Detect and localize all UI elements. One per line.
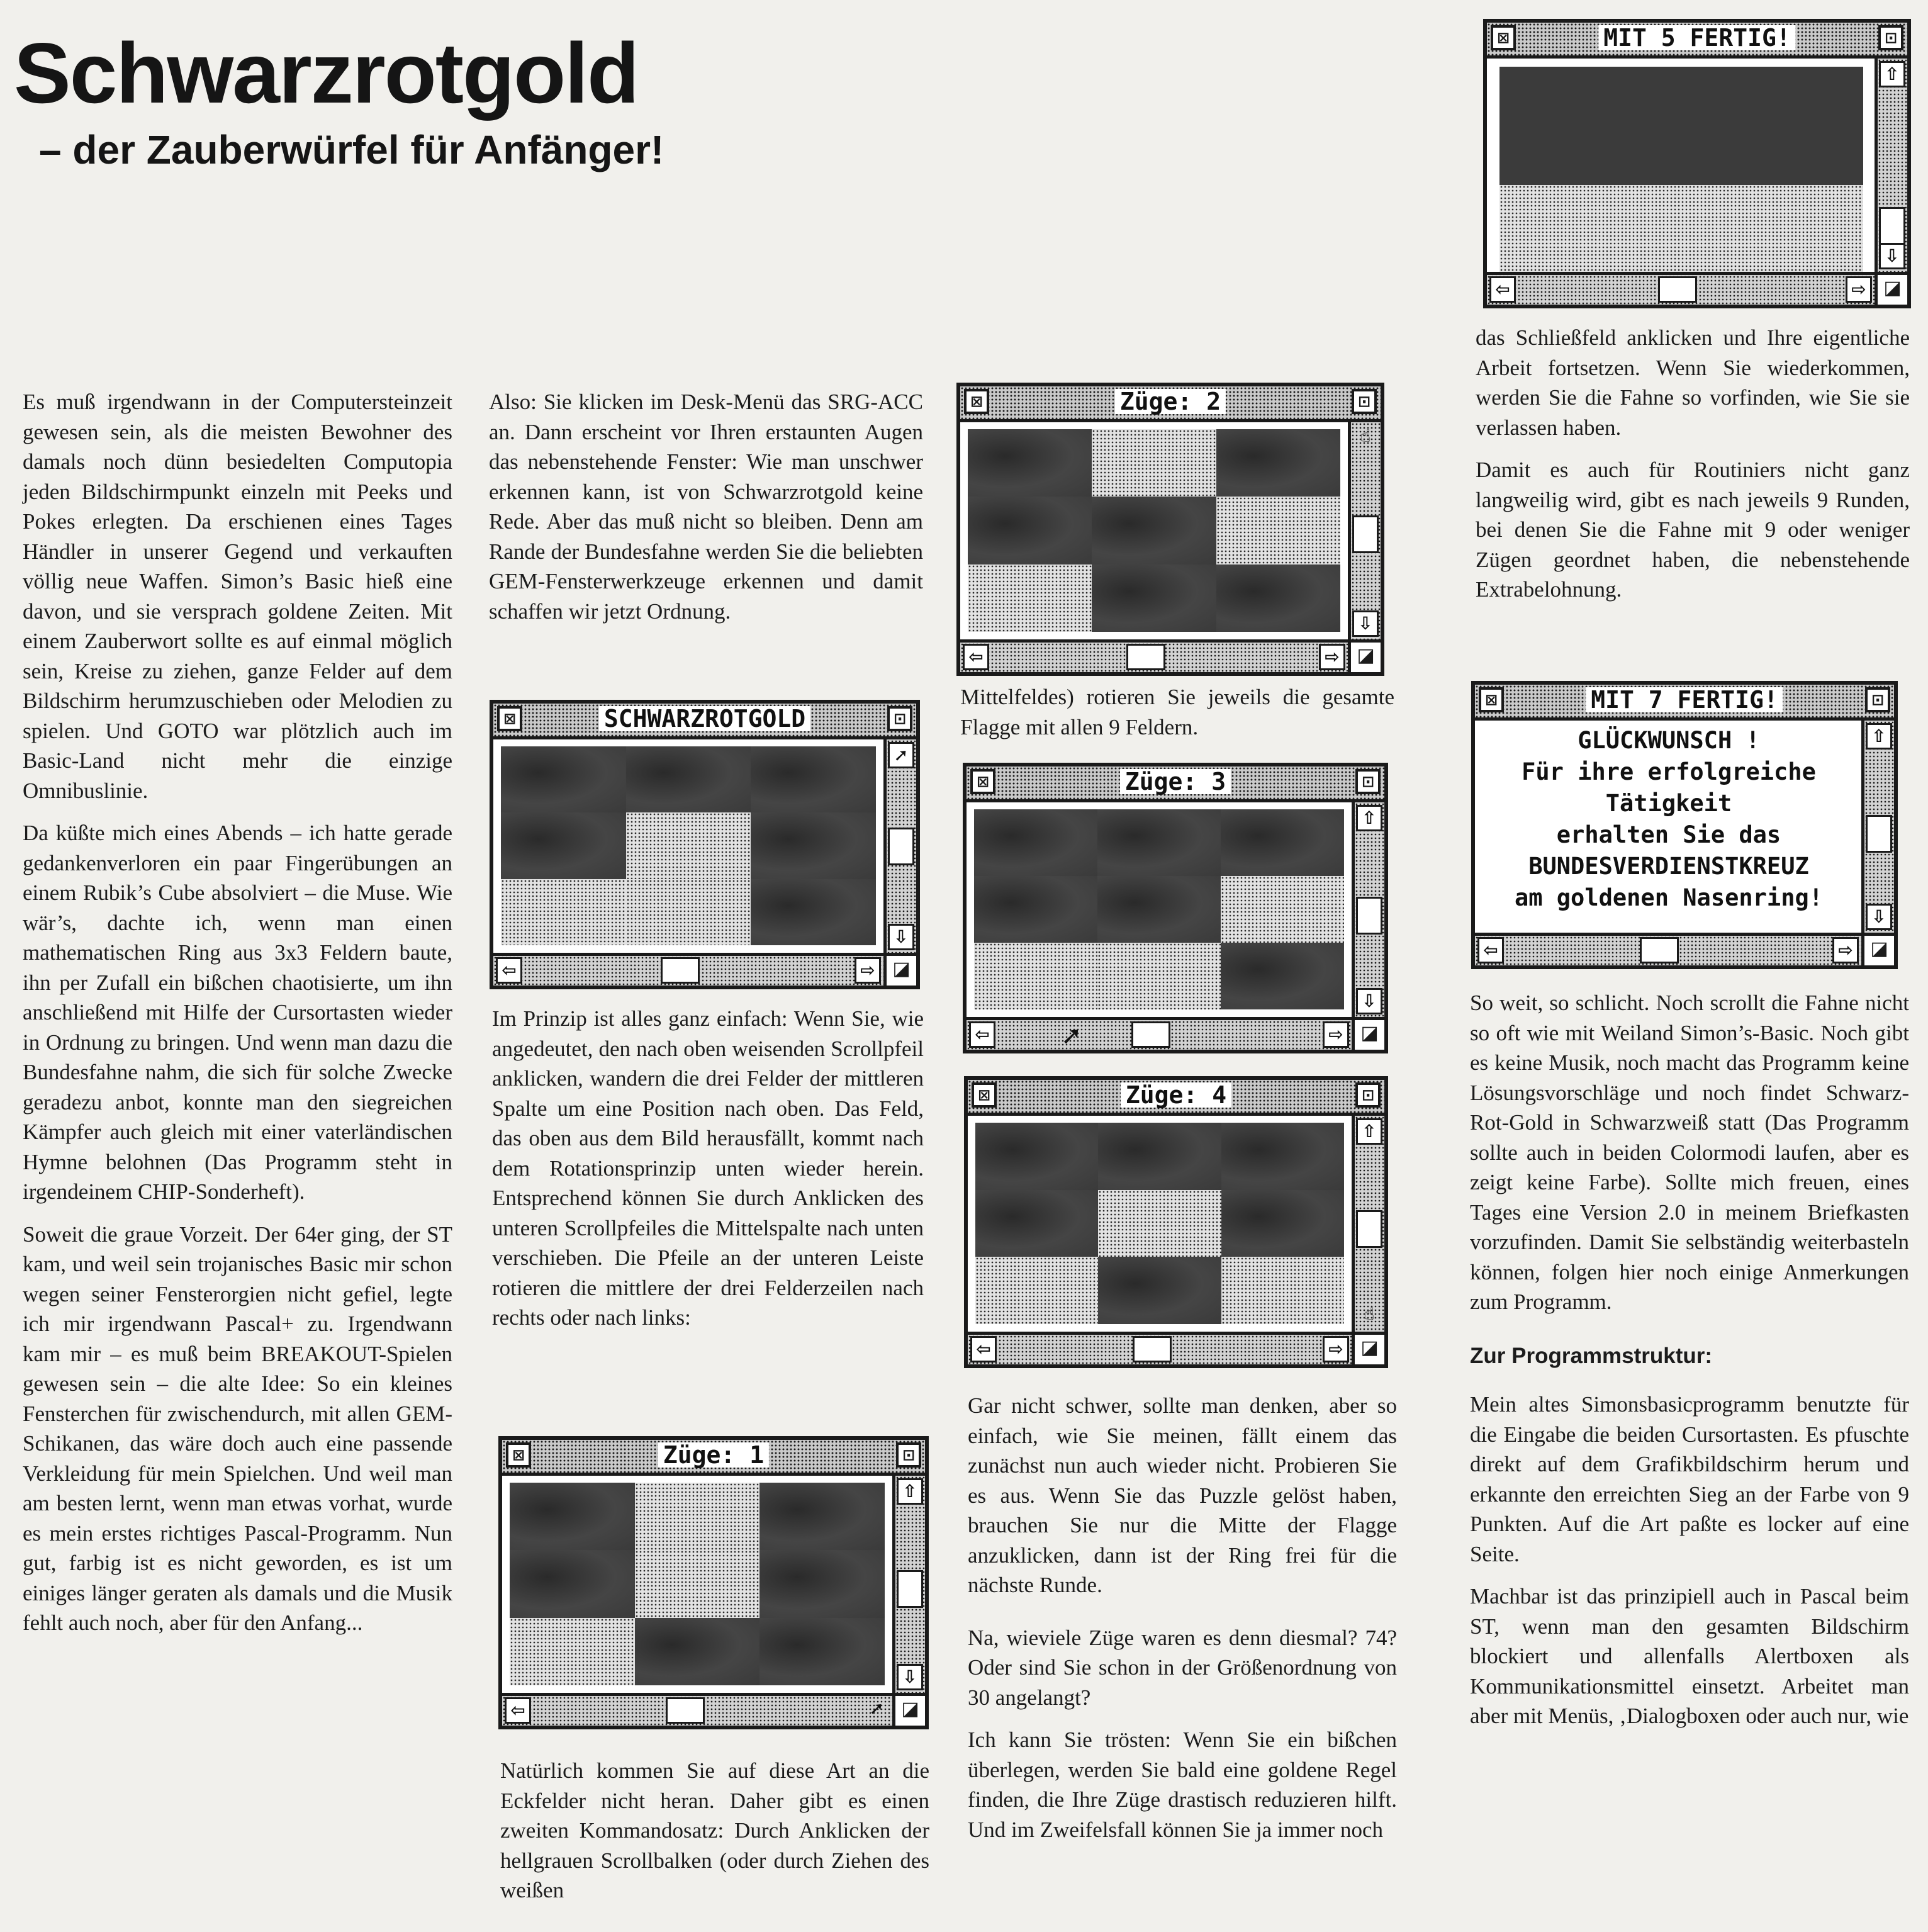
flag-cell[interactable] bbox=[1216, 497, 1340, 564]
fuller-icon[interactable]: ⊡ bbox=[1878, 25, 1903, 50]
flag-cell[interactable] bbox=[751, 879, 876, 945]
scroll-down-icon[interactable]: ⇩ bbox=[1356, 988, 1382, 1014]
horizontal-slider[interactable] bbox=[1640, 937, 1679, 963]
article-column-2-bottom bbox=[500, 1756, 929, 1918]
vertical-slider[interactable] bbox=[897, 1570, 923, 1608]
flag-cell[interactable] bbox=[1221, 1257, 1344, 1324]
flag-cell[interactable] bbox=[501, 879, 626, 945]
window-title: Züge: 4 bbox=[1121, 1082, 1231, 1108]
size-box-icon[interactable]: ◪ bbox=[1861, 933, 1894, 965]
flag-cell[interactable] bbox=[1097, 809, 1221, 876]
scroll-left-icon[interactable]: ⇦ bbox=[496, 957, 522, 984]
flag-cell[interactable] bbox=[1092, 497, 1216, 564]
flag-cell[interactable] bbox=[501, 746, 626, 812]
flag-cell[interactable] bbox=[759, 1483, 885, 1550]
scroll-up-icon[interactable]: ⇧ bbox=[1879, 61, 1905, 87]
paragraph: Ich kann Sie trösten: Wenn Sie ein bißchen überlegen, werden Sie bald eine goldene Regel finden, die Ihre Züge drastisch reduzieren hilft. Und im Zweifelsfall können Sie ja immer noch bbox=[968, 1727, 1397, 1842]
window-title: Züge: 2 bbox=[1115, 389, 1226, 414]
article-column-2-middle bbox=[492, 1004, 924, 1345]
title-bar[interactable] bbox=[502, 1440, 925, 1476]
vertical-slider[interactable] bbox=[1879, 207, 1905, 245]
horizontal-slider[interactable] bbox=[666, 1697, 705, 1724]
paragraph: Gar nicht schwer, sollte man denken, aber so einfach, wie Sie meinen, fällt einem das zunächst nun auch wieder nicht. Probieren Sie es aus. Wenn Sie das Puzzle gelöst haben, brauchen Sie nur die Mitte der Flagge anzuklicken, dann ist der Ring frei für die nächste Runde. bbox=[968, 1393, 1397, 1597]
horizontal-scrollbar[interactable] bbox=[1487, 272, 1875, 305]
horizontal-scrollbar[interactable] bbox=[1475, 933, 1861, 965]
flag-cell[interactable] bbox=[759, 1618, 885, 1685]
close-icon[interactable]: ⊠ bbox=[970, 769, 995, 794]
vertical-scrollbar[interactable] bbox=[1352, 1116, 1384, 1332]
flag-grid[interactable] bbox=[510, 1483, 885, 1685]
flag-cell[interactable] bbox=[974, 876, 1097, 943]
horizontal-slider[interactable] bbox=[1131, 1021, 1170, 1048]
scroll-down-icon[interactable]: ⇩ bbox=[1866, 904, 1892, 930]
flag-grid[interactable] bbox=[975, 1123, 1344, 1324]
fuller-icon[interactable]: ⊡ bbox=[1355, 1082, 1381, 1108]
scroll-right-icon[interactable]: ⇨ bbox=[1832, 937, 1859, 963]
paragraph: Mein altes Simonsbasicprogramm benutzte für die Eingabe die beiden Cursortasten. Es pfuschte direkt auf dem Grafikbildschirm herum und erkannte den erreichten Sieg an der Farbe von 9 Punkten. Auf die Art paßte es locker auf eine Seite. bbox=[1470, 1392, 1909, 1566]
message-line: erhalten Sie das bbox=[1556, 821, 1781, 848]
message-line: Tätigkeit bbox=[1605, 790, 1732, 817]
scroll-right-icon[interactable]: ⇨ bbox=[855, 957, 881, 984]
fuller-icon[interactable]: ⊡ bbox=[896, 1442, 921, 1468]
flag-cell[interactable] bbox=[968, 429, 1092, 497]
scroll-left-icon[interactable]: ⇦ bbox=[1477, 937, 1504, 963]
scroll-up-icon[interactable]: ⇧ bbox=[1866, 723, 1892, 750]
flag-cell[interactable] bbox=[1216, 429, 1340, 497]
scroll-right-icon[interactable]: ⇨ bbox=[1323, 1336, 1349, 1362]
gem-window-fertig-7 bbox=[1471, 681, 1898, 969]
scroll-left-icon[interactable]: ⇦ bbox=[970, 1336, 997, 1362]
horizontal-scrollbar[interactable] bbox=[960, 639, 1348, 672]
flag-cell[interactable] bbox=[510, 1550, 635, 1617]
mouse-pointer-icon: ➚ bbox=[888, 742, 914, 768]
flag-cell[interactable] bbox=[975, 1190, 1098, 1257]
title-bar[interactable] bbox=[1487, 23, 1907, 59]
article-column-4-top bbox=[1476, 323, 1910, 617]
scroll-up-icon[interactable]: ⇧ bbox=[1356, 805, 1382, 831]
gem-window-zuege-4 bbox=[964, 1076, 1388, 1368]
flag-cell[interactable] bbox=[968, 497, 1092, 564]
size-box-icon[interactable]: ◪ bbox=[883, 953, 916, 986]
window-title: MIT 5 FERTIG! bbox=[1598, 25, 1795, 50]
scroll-up-icon[interactable]: ⇧ bbox=[897, 1478, 923, 1505]
paragraph: Natürlich kommen Sie auf diese Art an die Eckfelder nicht heran. Daher gibt es einen zweiten Kommandosatz: Durch Anklicken der hellgrauen Scrollbalken (oder durch Ziehen des weißen bbox=[500, 1758, 929, 1902]
window-title: Züge: 3 bbox=[1120, 769, 1231, 794]
horizontal-slider[interactable] bbox=[1658, 276, 1697, 303]
flag-cell[interactable] bbox=[501, 812, 626, 879]
horizontal-scrollbar[interactable] bbox=[493, 953, 883, 986]
article-column-4-middle bbox=[1470, 988, 1909, 1744]
flag-cell[interactable] bbox=[759, 1550, 885, 1617]
flag-cell[interactable] bbox=[635, 1483, 760, 1550]
scroll-right-icon[interactable]: ⇨ bbox=[1319, 644, 1345, 670]
vertical-scrollbar[interactable] bbox=[1348, 422, 1381, 639]
horizontal-slider[interactable] bbox=[1133, 1336, 1172, 1362]
flag-cell[interactable] bbox=[1221, 809, 1344, 876]
article-subtitle: – der Zauberwürfel für Anfänger! bbox=[39, 127, 664, 172]
vertical-scrollbar[interactable] bbox=[892, 1476, 925, 1693]
vertical-slider[interactable] bbox=[888, 828, 914, 865]
title-bar[interactable] bbox=[960, 386, 1381, 422]
vertical-scrollbar[interactable] bbox=[883, 739, 916, 953]
flag-cell[interactable] bbox=[975, 1123, 1098, 1190]
horizontal-slider[interactable] bbox=[661, 957, 700, 984]
mouse-pointer-icon: ➚ bbox=[1061, 1021, 1082, 1050]
window-title: MIT 7 FERTIG! bbox=[1586, 687, 1783, 712]
flag-cell[interactable] bbox=[1092, 429, 1216, 497]
title-bar[interactable] bbox=[967, 767, 1384, 802]
flag-cell[interactable] bbox=[1221, 1190, 1344, 1257]
paragraph: Soweit die graue Vorzeit. Der 64er ging, der ST kam, und weil sein trojanisches Basic mir schon wegen seiner Fensterorgien nicht gefiel, legte ich mir irgendwann Pascal+ zu. Irgendwann kam mir – es muß beim BREAKOUT-Spielen gewesen sein – die alte Idee: So ein kleines Fensterchen für zwischendurch, mit allen GEM-Schikanen, das wäre doch auch eine passende Verkleidung für mein Spielchen. Und weil man am besten lernt, wenn man etwas vorhat, wurde es mein erstes richtiges Pascal-Programm. Nun gut, farbig ist es nicht geworden, es ist um einiges länger geraten als damals und die Musik fehlt auch noch, aber für den Anfang... bbox=[23, 1222, 452, 1635]
flag-cell[interactable] bbox=[751, 812, 876, 879]
scroll-right-icon[interactable]: ⇨ bbox=[1846, 276, 1872, 303]
flag-cell[interactable] bbox=[1097, 943, 1221, 1009]
scroll-down-icon[interactable]: ⇩ bbox=[888, 924, 914, 950]
close-icon[interactable]: ⊠ bbox=[506, 1442, 531, 1468]
flag-cell[interactable] bbox=[626, 812, 751, 879]
message-line: GLÜCKWUNSCH ! bbox=[1578, 727, 1760, 754]
hand-pointer-icon: ☝ bbox=[1364, 1303, 1375, 1324]
title-bar[interactable] bbox=[493, 704, 916, 739]
scroll-left-icon[interactable]: ⇦ bbox=[963, 644, 989, 670]
fuller-icon[interactable]: ⊡ bbox=[1352, 389, 1377, 414]
flag-cell[interactable] bbox=[626, 879, 751, 945]
flag-cell[interactable] bbox=[1221, 943, 1344, 1009]
paragraph: Im Prinzip ist alles ganz einfach: Wenn Sie, wie angedeutet, den nach oben weisenden Scrollpfeil anklicken, wandern die drei Felder der mittleren Spalte um eine Position nach oben. Das Feld, das oben aus dem Bild herausfällt, kommt nach dem Rotationsprinzip unten wieder herein. Entsprechend können Sie durch Anklicken des unteren Scrollpfeiles die Mittelspalte nach unten verschieben. Die Pfeile an der unteren Leiste rotieren die mittlere der drei Felderzeilen nach rechts oder nach links: bbox=[492, 1006, 924, 1330]
gem-window-zuege-2 bbox=[956, 383, 1384, 676]
vertical-slider[interactable] bbox=[1866, 815, 1892, 853]
scroll-down-icon[interactable]: ⇩ bbox=[1352, 610, 1379, 637]
paragraph: das Schließfeld anklicken und Ihre eigentliche Arbeit fortsetzen. Wenn Sie wiederkommen, werden Sie die Fahne so vorfinden, wie Sie sie verlassen haben. bbox=[1476, 325, 1910, 440]
horizontal-slider[interactable] bbox=[1126, 644, 1165, 670]
congratulation-message bbox=[1481, 725, 1856, 928]
paragraph: Also: Sie klicken im Desk-Menü das SRG-ACC an. Dann erscheint vor Ihren erstaunten Augen das nebenstehende Fenster: Wie man unschwer erkennen kann, ist von Schwarzrotgold keine Rede. Aber das muß nicht so bleiben. Denn am Rande der Bundesfahne werden Sie die beliebten GEM-Fensterwerkzeuge erkennen und damit schaffen wir jetzt Ordnung. bbox=[489, 390, 923, 624]
flag-cell[interactable] bbox=[635, 1550, 760, 1617]
scroll-left-icon[interactable]: ⇦ bbox=[1489, 276, 1516, 303]
flag-cell[interactable] bbox=[1221, 876, 1344, 943]
message-line: Für ihre erfolgreiche bbox=[1522, 758, 1816, 785]
close-icon[interactable]: ⊠ bbox=[497, 706, 522, 731]
mouse-pointer-icon: ➚ bbox=[869, 1698, 884, 1719]
horizontal-scrollbar[interactable] bbox=[502, 1693, 892, 1726]
scroll-left-icon[interactable]: ⇦ bbox=[969, 1021, 995, 1048]
section-heading: Zur Programmstruktur: bbox=[1470, 1343, 1713, 1368]
gem-window-fertig-5 bbox=[1483, 19, 1911, 308]
size-box-icon[interactable]: ◪ bbox=[1348, 639, 1381, 672]
article-title: Schwarzrotgold bbox=[14, 25, 639, 121]
message-line: am goldenen Nasenring! bbox=[1514, 884, 1824, 911]
size-box-icon[interactable]: ◪ bbox=[1352, 1017, 1384, 1050]
paragraph: So weit, so schlicht. Noch scrollt die Fahne nicht so oft wie mit Weiland Simon’s-Basic. Noch gibt es keine Musik, noch macht das Programm keine Lösungsvorschläge und noch findet Schwarz-Rot-Gold in Schwarzweiß statt (Das Programm sollte auch in beiden Colormodi laufen, aber es zeigt keine Farbe). Sollte mich freuen, eines Tages eine Version 2.0 in meinem Briefkasten vorzufinden. Damit Sie selbständig weiterbasteln können, folgen hier noch einige Anmerkungen zum Programm. bbox=[1470, 991, 1909, 1314]
message-line: BUNDESVERDIENSTKREUZ bbox=[1528, 853, 1809, 880]
vertical-slider[interactable] bbox=[1356, 897, 1382, 935]
scroll-right-icon[interactable]: ⇨ bbox=[1323, 1021, 1349, 1048]
flag-cell[interactable] bbox=[1098, 1190, 1221, 1257]
flag-cell[interactable] bbox=[974, 943, 1097, 1009]
scroll-left-icon[interactable]: ⇦ bbox=[505, 1697, 531, 1724]
flag-cell[interactable] bbox=[975, 1257, 1098, 1324]
flag-cell[interactable] bbox=[1097, 876, 1221, 943]
scroll-down-icon[interactable]: ⇩ bbox=[1879, 243, 1905, 269]
horizontal-scrollbar[interactable] bbox=[968, 1332, 1352, 1364]
size-box-icon[interactable]: ◪ bbox=[892, 1693, 925, 1726]
article-column-2-top bbox=[489, 387, 923, 639]
article-column-3-top bbox=[960, 682, 1394, 755]
gem-window-schwarzrotgold bbox=[490, 700, 920, 989]
close-icon[interactable]: ⊠ bbox=[972, 1082, 997, 1108]
flag-cell[interactable] bbox=[510, 1483, 635, 1550]
gem-window-zuege-3 bbox=[963, 763, 1388, 1053]
fuller-icon[interactable]: ⊡ bbox=[887, 706, 912, 731]
paragraph: Machbar ist das prinzipiell auch in Pascal beim ST, wenn man den gesamten Bildschirm blockiert und allenfalls Alertboxen als Kommunikationsmittel einsetzt. Arbeitet man aber mit Menüs, ‚Dialogboxen oder auch nur, wie bbox=[1470, 1584, 1909, 1728]
paragraph: Mittelfeldes) rotieren Sie jeweils die gesamte Flagge mit allen 9 Feldern. bbox=[960, 685, 1394, 739]
vertical-slider[interactable] bbox=[1356, 1210, 1382, 1248]
paragraph: Es muß irgendwann in der Computersteinzeit gewesen sein, als die meisten Bewohner des damals noch dünn besiedelten Computopia jeden Bildschirmpunkt einzeln mit Peeks und Pokes erlegten. Da erschienen eines Tages Händler in unserer Gegend und verkauften völlig neue Waffen. Simon’s Basic hieß eine davon, und sie versprach goldene Zeiten. Mit einem Zauberwort sollte es auf einmal möglich sein, Kreise zu ziehen, ganze Felder auf dem Bildschirm herumzuschieben oder Melodien zu spielen. Und GOTO war plötzlich auch im Basic-Land nicht mehr die einzige Omnibuslinie. bbox=[23, 390, 452, 803]
article-column-3-bottom bbox=[968, 1391, 1397, 1857]
flag-black-stripe bbox=[1499, 67, 1863, 185]
flag-grid[interactable] bbox=[968, 429, 1340, 632]
article-column-1 bbox=[23, 387, 452, 1651]
flag-cell[interactable] bbox=[1216, 564, 1340, 632]
window-title: SCHWARZROTGOLD bbox=[599, 706, 810, 731]
flag-gold-stripe bbox=[1499, 185, 1863, 273]
flag-cell[interactable] bbox=[1092, 564, 1216, 632]
scroll-up-icon[interactable]: ⇧ bbox=[1356, 1118, 1382, 1145]
fuller-icon[interactable]: ⊡ bbox=[1865, 687, 1890, 712]
paragraph: Damit es auch für Routiniers nicht ganz langweilig wird, gibt es nach jeweils 9 Runden, bei denen Sie die Fahne mit 9 oder weniger Zügen geordnet haben, die nebenstehende Extrabelohnung. bbox=[1476, 458, 1910, 602]
flag-cell[interactable] bbox=[974, 809, 1097, 876]
flag-cell[interactable] bbox=[510, 1618, 635, 1685]
flag-cell[interactable] bbox=[1221, 1123, 1344, 1190]
title-bar[interactable] bbox=[968, 1080, 1384, 1116]
close-icon[interactable]: ⊠ bbox=[1491, 25, 1516, 50]
scroll-down-icon[interactable]: ⇩ bbox=[897, 1664, 923, 1690]
paragraph: Da küßte mich eines Abends – ich hatte gerade gedankenverloren ein paar Fingerübungen an einem Rubik’s Cube absolviert – die Muse. Wie wär’s, dachte ich, wenn man einen mathematischen Ring aus 3x3 Feldern baute, ihn per Zufall ein bißchen chaotisierte, um ihn anschließend mit Hilfe der Cursortasten wieder in Ordnung zu bringen. Und wenn man dazu die Bundesfahne nahm, die sich für solche Zwecke geradezu anbot, konnte man den siegreichen Kämpfer auch gleich mit einer vaterländischen Hymne belohnen (Das Programm steht in irgendeinem CHIP-Sonderheft). bbox=[23, 821, 452, 1204]
window-title: Züge: 1 bbox=[658, 1442, 769, 1468]
flag-cell[interactable] bbox=[968, 564, 1092, 632]
close-icon[interactable]: ⊠ bbox=[964, 389, 989, 414]
flag-grid[interactable] bbox=[974, 809, 1344, 1009]
flag-cell[interactable] bbox=[1098, 1257, 1221, 1324]
flag-cell[interactable] bbox=[751, 746, 876, 812]
vertical-scrollbar[interactable] bbox=[1861, 721, 1894, 933]
title-bar[interactable] bbox=[1475, 685, 1894, 721]
flag-cell[interactable] bbox=[635, 1618, 760, 1685]
flag-cell[interactable] bbox=[1098, 1123, 1221, 1190]
vertical-scrollbar[interactable] bbox=[1352, 802, 1384, 1017]
size-box-icon[interactable]: ◪ bbox=[1352, 1332, 1384, 1364]
gem-window-zuege-1 bbox=[498, 1436, 929, 1729]
horizontal-scrollbar[interactable] bbox=[967, 1017, 1352, 1050]
flag-grid[interactable] bbox=[501, 746, 876, 945]
flag-cell[interactable] bbox=[626, 746, 751, 812]
vertical-slider[interactable] bbox=[1352, 515, 1379, 553]
size-box-icon[interactable]: ◪ bbox=[1875, 272, 1907, 305]
hand-pointer-icon: ☝ bbox=[1360, 425, 1371, 446]
vertical-scrollbar[interactable] bbox=[1875, 59, 1907, 272]
fuller-icon[interactable]: ⊡ bbox=[1355, 769, 1381, 794]
paragraph: Na, wieviele Züge waren es denn diesmal? 74? Oder sind Sie schon in der Größenordnung von 30 angelangt? bbox=[968, 1625, 1397, 1710]
close-icon[interactable]: ⊠ bbox=[1479, 687, 1504, 712]
